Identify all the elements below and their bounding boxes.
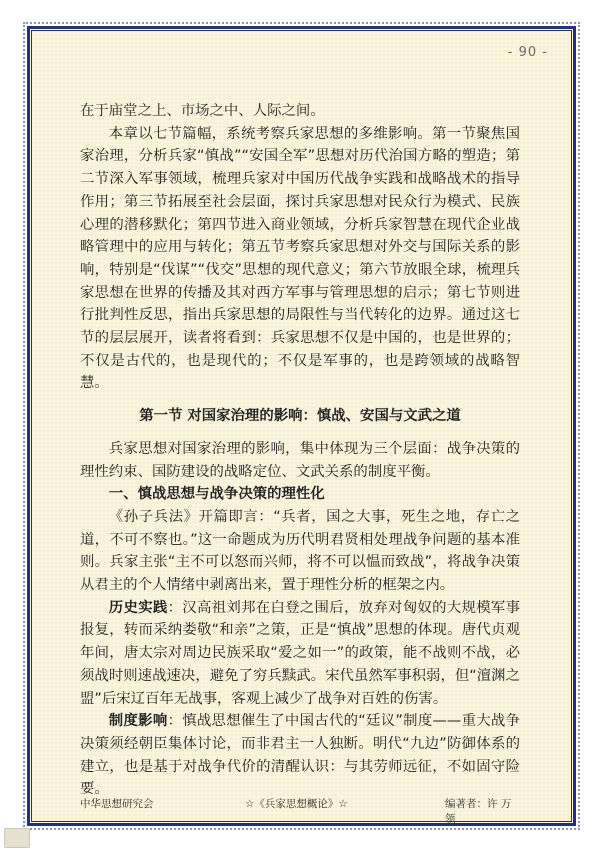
subheading-prudent-war: 一、慎战思想与战争决策的理性化 [108,486,325,503]
paragraph-chapter-overview: 本章以七节篇幅，系统考察兵家思想的多维影响。第一节聚焦国家治理，分析兵家“慎战”“安国全军”思想对历代治国方略的塑造；第二节深入军事领域，梳理兵家对中国历代战争实践和战略战术的指导作用；第三节拓展至社会层面，探讨兵家思想对民众行为模式、民族心理的潜移默化；第四节进入商业领域，分析兵家智慧在现代企业战略管理中的应用与转化；第五节考察兵家思想对外交与国际关系的影响，特别是“伐谋”“伐交”思想的现代意义；第六节放眼全球，梳理兵家思想在世界的传播及其对西方军事与管理思想的启示；第七节则进行批判性反思，指出兵家思想的局限性与当代转化的边界。通过这七节的层层展开，读者将看到：兵家思想不仅是中国的，也是世界的；不仅是古代的，也是现代的；不仅是军事的，也是跨领域的战略智慧。 [80,125,520,392]
paragraph-continued: 在于庙堂之上、市场之中、人际之间。 [80,103,325,119]
footer-organization: 中华思想研究会 [80,798,154,810]
page-number: - 90 - [507,45,548,60]
paragraph-sunzi-quote: 《孙子兵法》开篇即言：“兵者，国之大事，死生之地，存亡之道，不可不察也。”这一命题成为历代明君贤相处理战争问题的基本准则。兵家主张“主不可以怒而兴师，将不可以愠而致战”，将战争决策从君主的个人情绪中剥离出来，置于理性分析的框架之内。 [80,508,520,594]
institutional-impact-label: 制度影响 [108,713,168,730]
section-title: 第一节 对国家治理的影响：慎战、安国与文武之道 [139,408,461,425]
institutional-impact-text: ：慎战思想催生了中国古代的“廷议”制度——重大战争决策须经朝臣集体讨论，而非君主一人独断。明代“九边”防御体系的建立，也是基于对战争代价的清醒认识：与其劳师远征，不如固守险要。 [80,713,520,798]
body-text [80,100,520,801]
paragraph-historical-practice [80,597,520,711]
footer-author: 编著者：许 万领 [445,798,512,825]
page-corner-tab[interactable] [4,828,30,848]
historical-practice-label: 历史实践 [108,599,168,616]
historical-practice-text: ：汉高祖刘邦在白登之围后，放弃对匈奴的大规模军事报复，转而采纳娄敬“和亲”之策，正是“慎战”思想的体现。唐代贞观年间，唐太宗对周边民族采取“爱之如一”的政策，能不战则不战，必须战时则速战速决，避免了穷兵黩武。宋代虽然军事积弱，但“澶渊之盟”后宋辽百年无战事，客观上减少了战争对百姓的伤害。 [80,599,520,707]
paragraph-section-intro: 兵家思想对国家治理的影响，集中体现为三个层面：战争决策的理性约束、国防建设的战略定位、文武关系的制度平衡。 [80,440,520,480]
paragraph-institutional-impact [80,710,520,801]
footer-book-title: ☆《兵家思想概论》☆ [245,798,348,810]
